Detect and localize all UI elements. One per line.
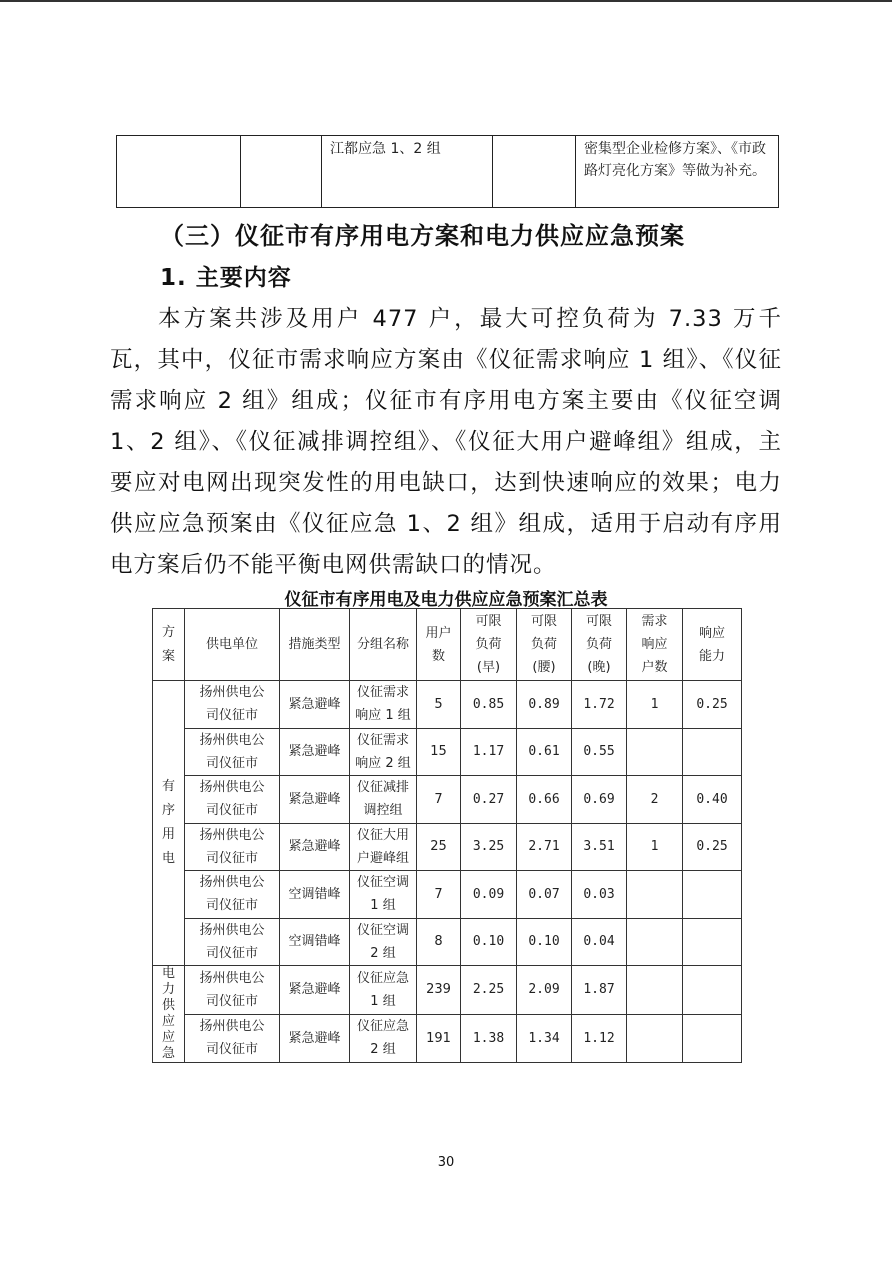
cell-dr-users: 2 [627,776,683,824]
cell-group: 仪征空调 1 组 [350,871,417,919]
header-load-morning: 可限负荷(早) [461,609,517,681]
header-load-noon: 可限负荷(腰) [517,609,572,681]
cell-users: 7 [417,776,461,824]
header-load-evening: 可限负荷(晚) [572,609,627,681]
cell-capacity: 0.25 [683,823,742,871]
subheading: 1. 主要内容 [160,265,292,291]
cell-load-morning: 0.09 [461,871,517,919]
cell-unit: 扬州供电公司仪征市 [185,776,280,824]
cell-capacity [683,918,742,966]
cell-load-noon: 0.07 [517,871,572,919]
table-cell [117,136,241,208]
cell-type: 空调错峰 [280,871,350,919]
cell-load-noon: 0.61 [517,728,572,776]
cell-load-morning: 2.25 [461,966,517,1015]
cell-dr-users [627,966,683,1015]
cell-dr-users [627,918,683,966]
table-title: 仪征市有序用电及电力供应应急预案汇总表 [284,590,608,610]
summary-table [152,608,742,1063]
cell-load-evening: 3.51 [572,823,627,871]
cell-unit: 扬州供电公司仪征市 [185,681,280,729]
header-type: 措施类型 [280,609,350,681]
cell-load-morning: 1.38 [461,1014,517,1063]
cell-type: 紧急避峰 [280,728,350,776]
cell-type: 紧急避峰 [280,776,350,824]
table-row [153,871,742,919]
table-row [153,1014,742,1063]
table-row [153,728,742,776]
cell-capacity: 0.40 [683,776,742,824]
cell-load-morning: 3.25 [461,823,517,871]
cell-load-evening: 0.55 [572,728,627,776]
cell-load-noon: 0.10 [517,918,572,966]
cell-load-noon: 2.09 [517,966,572,1015]
header-capacity: 响应能力 [683,609,742,681]
cell-load-evening: 0.04 [572,918,627,966]
cell-group: 仪征大用户避峰组 [350,823,417,871]
cell-users: 7 [417,871,461,919]
table-row [153,776,742,824]
group-label-emergency: 电力供应应急 [153,966,185,1063]
page-number: 30 [437,1155,455,1170]
cell-type: 紧急避峰 [280,681,350,729]
cell-unit: 扬州供电公司仪征市 [185,871,280,919]
cell-load-evening: 1.87 [572,966,627,1015]
cell-unit: 扬州供电公司仪征市 [185,918,280,966]
cell-capacity [683,966,742,1015]
group-label-orderly: 有序用电 [153,681,185,966]
cell-users: 239 [417,966,461,1015]
header-dr-users: 需求响应户数 [627,609,683,681]
cell-group: 仪征减排调控组 [350,776,417,824]
section-heading: （三）仪征市有序用电方案和电力供应应急预案 [160,222,685,250]
cell-dr-users [627,871,683,919]
cell-dr-users [627,728,683,776]
cell-dr-users: 1 [627,681,683,729]
cell-dr-users: 1 [627,823,683,871]
table-cell: 密集型企业检修方案》、《市政路灯亮化方案》等做为补充。 [576,136,779,208]
cell-group: 仪征空调 2 组 [350,918,417,966]
cell-load-noon: 0.89 [517,681,572,729]
cell-users: 5 [417,681,461,729]
cell-load-morning: 0.85 [461,681,517,729]
cell-capacity [683,871,742,919]
header-unit: 供电单位 [185,609,280,681]
cell-capacity [683,728,742,776]
cell-load-evening: 1.72 [572,681,627,729]
cell-group: 仪征应急 2 组 [350,1014,417,1063]
cell-unit: 扬州供电公司仪征市 [185,966,280,1015]
summary-table-body [153,681,742,1063]
header-users: 用户数 [417,609,461,681]
cell-users: 15 [417,728,461,776]
page-top-border [0,0,892,2]
cell-load-noon: 1.34 [517,1014,572,1063]
cell-type: 紧急避峰 [280,966,350,1015]
cell-users: 191 [417,1014,461,1063]
cell-group: 仪征需求响应 1 组 [350,681,417,729]
cell-type: 空调错峰 [280,918,350,966]
continuation-table [116,135,779,208]
table-row [153,681,742,729]
cell-load-morning: 1.17 [461,728,517,776]
cell-unit: 扬州供电公司仪征市 [185,1014,280,1063]
cell-unit: 扬州供电公司仪征市 [185,823,280,871]
table-row [117,136,779,208]
cell-capacity [683,1014,742,1063]
cell-load-evening: 0.03 [572,871,627,919]
cell-type: 紧急避峰 [280,823,350,871]
table-header-row [153,609,742,681]
cell-load-noon: 2.71 [517,823,572,871]
cell-unit: 扬州供电公司仪征市 [185,728,280,776]
header-group: 分组名称 [350,609,417,681]
cell-load-morning: 0.10 [461,918,517,966]
cell-capacity: 0.25 [683,681,742,729]
table-cell [241,136,322,208]
cell-group: 仪征应急 1 组 [350,966,417,1015]
body-paragraph: 本方案共涉及用户 477 户，最大可控负荷为 7.33 万千瓦，其中，仪征市需求响应方案由《仪征需求响应 1 组》、《仪征需求响应 2 组》组成；仪征市有序用电方案主要由《仪征空调 1、2 组》、《仪征减排调控组》、《仪征大用户避峰组》组成，主要应对电网出现突发性的用电缺口，达到快速响应的效果；电力供应应急预案由《仪征应急 1、2 组》组成，适用于启动有序用电方案后仍不能平衡电网供需缺口的情况。 [110,306,782,578]
table-cell: 江都应急 1、2 组 [322,136,493,208]
cell-dr-users [627,1014,683,1063]
cell-users: 8 [417,918,461,966]
header-scheme: 方案 [153,609,185,681]
table-cell [493,136,576,208]
cell-load-morning: 0.27 [461,776,517,824]
cell-users: 25 [417,823,461,871]
table-row [153,918,742,966]
cell-group: 仪征需求响应 2 组 [350,728,417,776]
cell-load-evening: 1.12 [572,1014,627,1063]
table-row [153,823,742,871]
table-row [153,966,742,1015]
cell-load-evening: 0.69 [572,776,627,824]
cell-load-noon: 0.66 [517,776,572,824]
cell-type: 紧急避峰 [280,1014,350,1063]
